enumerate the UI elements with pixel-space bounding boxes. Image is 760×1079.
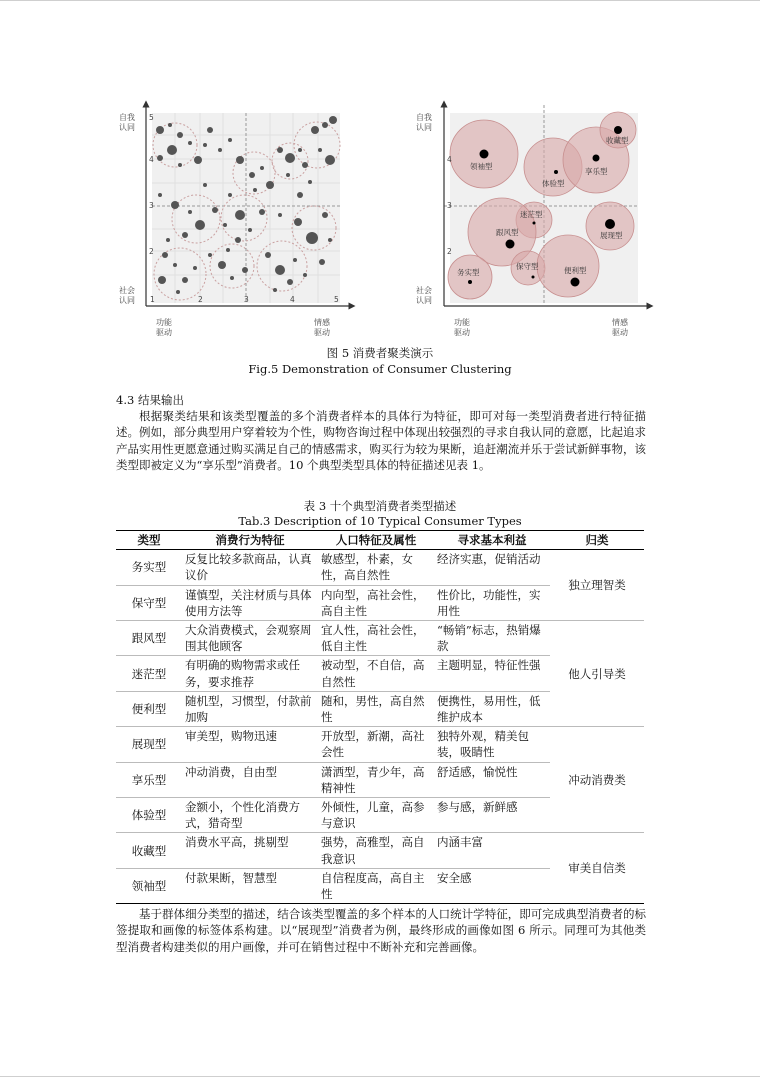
left-x-tick: 3 [244, 295, 249, 304]
type-cell: 体验型 [116, 798, 182, 833]
behavior-cell: 金额小，个性化消费方式，猎奇型 [182, 798, 318, 833]
benefit-cell: 性价比，功能性，实用性 [434, 585, 550, 620]
figure-caption-cn: 图 5 消费者聚类演示 [326, 346, 434, 360]
cluster-label: 体验型 [542, 179, 565, 188]
benefit-cell: 内涵丰富 [434, 833, 550, 868]
consumer-types-table [116, 530, 644, 904]
type-cell: 跟风型 [116, 621, 182, 656]
table-header: 归类 [550, 531, 644, 550]
left-y-tick: 5 [149, 113, 154, 122]
cluster-label: 领袖型 [470, 162, 493, 171]
behavior-cell: 反复比较多款商品，认真议价 [182, 550, 318, 585]
behavior-cell: 随机型，习惯型，付款前加购 [182, 691, 318, 726]
right-y-tick: 4 [447, 155, 452, 164]
left-y-tick: 4 [149, 155, 154, 164]
type-cell: 便利型 [116, 691, 182, 726]
demographic-cell: 敏感型，朴素，女性，高自然性 [318, 550, 434, 585]
demographic-cell: 宜人性，高社会性，低自主性 [318, 621, 434, 656]
left-x-right-label: 情感驱动 [314, 318, 330, 337]
right-cluster-chart [444, 104, 650, 306]
benefit-cell: 安全感 [434, 868, 550, 903]
left-x-tick: 2 [198, 295, 203, 304]
left-x-tick: 5 [334, 295, 339, 304]
table-caption-cn: 表 3 十个典型消费者类型描述 [303, 499, 457, 513]
right-y-top-label: 自我认同 [416, 113, 432, 132]
cluster-label: 享乐型 [585, 167, 608, 176]
type-cell: 享乐型 [116, 762, 182, 797]
benefit-cell: 主题明显，特征性强 [434, 656, 550, 691]
demographic-cell: 开放型，新潮，高社会性 [318, 727, 434, 762]
behavior-cell: 消费水平高，挑剔型 [182, 833, 318, 868]
benefit-cell: 独特外观，精美包装，吸睛性 [434, 727, 550, 762]
behavior-cell: 冲动消费，自由型 [182, 762, 318, 797]
right-y-tick: 3 [447, 201, 452, 210]
right-x-right-label: 情感驱动 [612, 318, 628, 337]
demographic-cell: 潇洒型，青少年，高精神性 [318, 762, 434, 797]
table-row [116, 621, 644, 656]
behavior-cell: 有明确的购物需求或任务，要求推荐 [182, 656, 318, 691]
cluster-label: 务实型 [457, 268, 480, 277]
type-cell: 收藏型 [116, 833, 182, 868]
demographic-cell: 被动型，不自信，高自然性 [318, 656, 434, 691]
left-x-tick: 4 [290, 295, 295, 304]
paragraph-1: 根据聚类结果和该类型覆盖的多个消费者样本的具体行为特征，即可对每一类型消费者进行特征描述。例如，部分典型用户穿着较为个性，购物咨询过程中体现出较强烈的寻求自我认同的意愿，比起追求产品实用性更愿意通过购买满足自己的情感需求，购买行为较为果断，追赶潮流并乐于尝试新鲜事物，该类型即被定义为“享乐型”消费者。10 个典型类型具体的特征描述见表 1。 [116, 409, 646, 473]
group-cell: 独立理智类 [550, 550, 644, 621]
figure-caption-en: Fig.5 Demonstration of Consumer Clustering [248, 362, 512, 376]
table-row [116, 727, 644, 762]
type-cell: 展现型 [116, 727, 182, 762]
cluster-label: 便利型 [564, 266, 587, 275]
left-y-bottom-label: 社会认同 [119, 286, 135, 305]
group-cell: 审美自信类 [550, 833, 644, 904]
demographic-cell: 外倾性，儿童，高参与意识 [318, 798, 434, 833]
table-header: 类型 [116, 531, 182, 550]
right-y-bottom-label: 社会认同 [416, 286, 432, 305]
cluster-label: 迷茫型 [520, 210, 543, 219]
demographic-cell: 随和，男性，高自然性 [318, 691, 434, 726]
right-x-left-label: 功能驱动 [454, 318, 470, 337]
cluster-label: 收藏型 [606, 136, 629, 145]
cluster-figure [0, 0, 760, 345]
demographic-cell: 自信程度高，高自主性 [318, 868, 434, 903]
right-y-tick: 2 [447, 247, 452, 256]
left-y-top-label: 自我认同 [119, 113, 135, 132]
benefit-cell: 便携性，易用性，低维护成本 [434, 691, 550, 726]
type-cell: 保守型 [116, 585, 182, 620]
table-header: 寻求基本利益 [434, 531, 550, 550]
cluster-label: 跟风型 [496, 228, 519, 237]
table-header: 消费行为特征 [182, 531, 318, 550]
section-title: 4.3 结果输出 [116, 393, 184, 407]
table-caption-en: Tab.3 Description of 10 Typical Consumer Types [238, 514, 522, 528]
type-cell: 领袖型 [116, 868, 182, 903]
behavior-cell: 审美型，购物迅速 [182, 727, 318, 762]
demographic-cell: 强势，高雅型，高自我意识 [318, 833, 434, 868]
group-cell: 他人引导类 [550, 621, 644, 727]
behavior-cell: 谨慎型，关注材质与具体使用方法等 [182, 585, 318, 620]
table-header: 人口特征及属性 [318, 531, 434, 550]
benefit-cell: 参与感，新鲜感 [434, 798, 550, 833]
left-x-tick: 1 [150, 295, 155, 304]
left-y-tick: 2 [149, 247, 154, 256]
page-bottom-rule [0, 1076, 760, 1077]
left-y-tick: 3 [149, 201, 154, 210]
benefit-cell: 经济实惠，促销活动 [434, 550, 550, 585]
benefit-cell: 舒适感，愉悦性 [434, 762, 550, 797]
behavior-cell: 大众消费模式，会观察周围其他顾客 [182, 621, 318, 656]
table-row [116, 833, 644, 868]
left-x-left-label: 功能驱动 [156, 318, 172, 337]
cluster-label: 展现型 [600, 231, 623, 240]
type-cell: 迷茫型 [116, 656, 182, 691]
paragraph-2: 基于群体细分类型的描述，结合该类型覆盖的多个样本的人口统计学特征，即可完成典型消费者的标签提取和画像的标签体系构建。以“展现型”消费者为例，最终形成的画像如图 6 所示。同理可为其他类型消费者构建类似的用户画像，并可在销售过程中不断补充和完善画像。 [116, 907, 646, 954]
left-scatter-chart [146, 104, 352, 306]
table-row [116, 550, 644, 585]
demographic-cell: 内向型，高社会性，高自主性 [318, 585, 434, 620]
type-cell: 务实型 [116, 550, 182, 585]
group-cell: 冲动消费类 [550, 727, 644, 833]
benefit-cell: “畅销”标志，热销爆款 [434, 621, 550, 656]
table-header-row [116, 531, 644, 550]
behavior-cell: 付款果断，智慧型 [182, 868, 318, 903]
cluster-label: 保守型 [516, 262, 539, 271]
